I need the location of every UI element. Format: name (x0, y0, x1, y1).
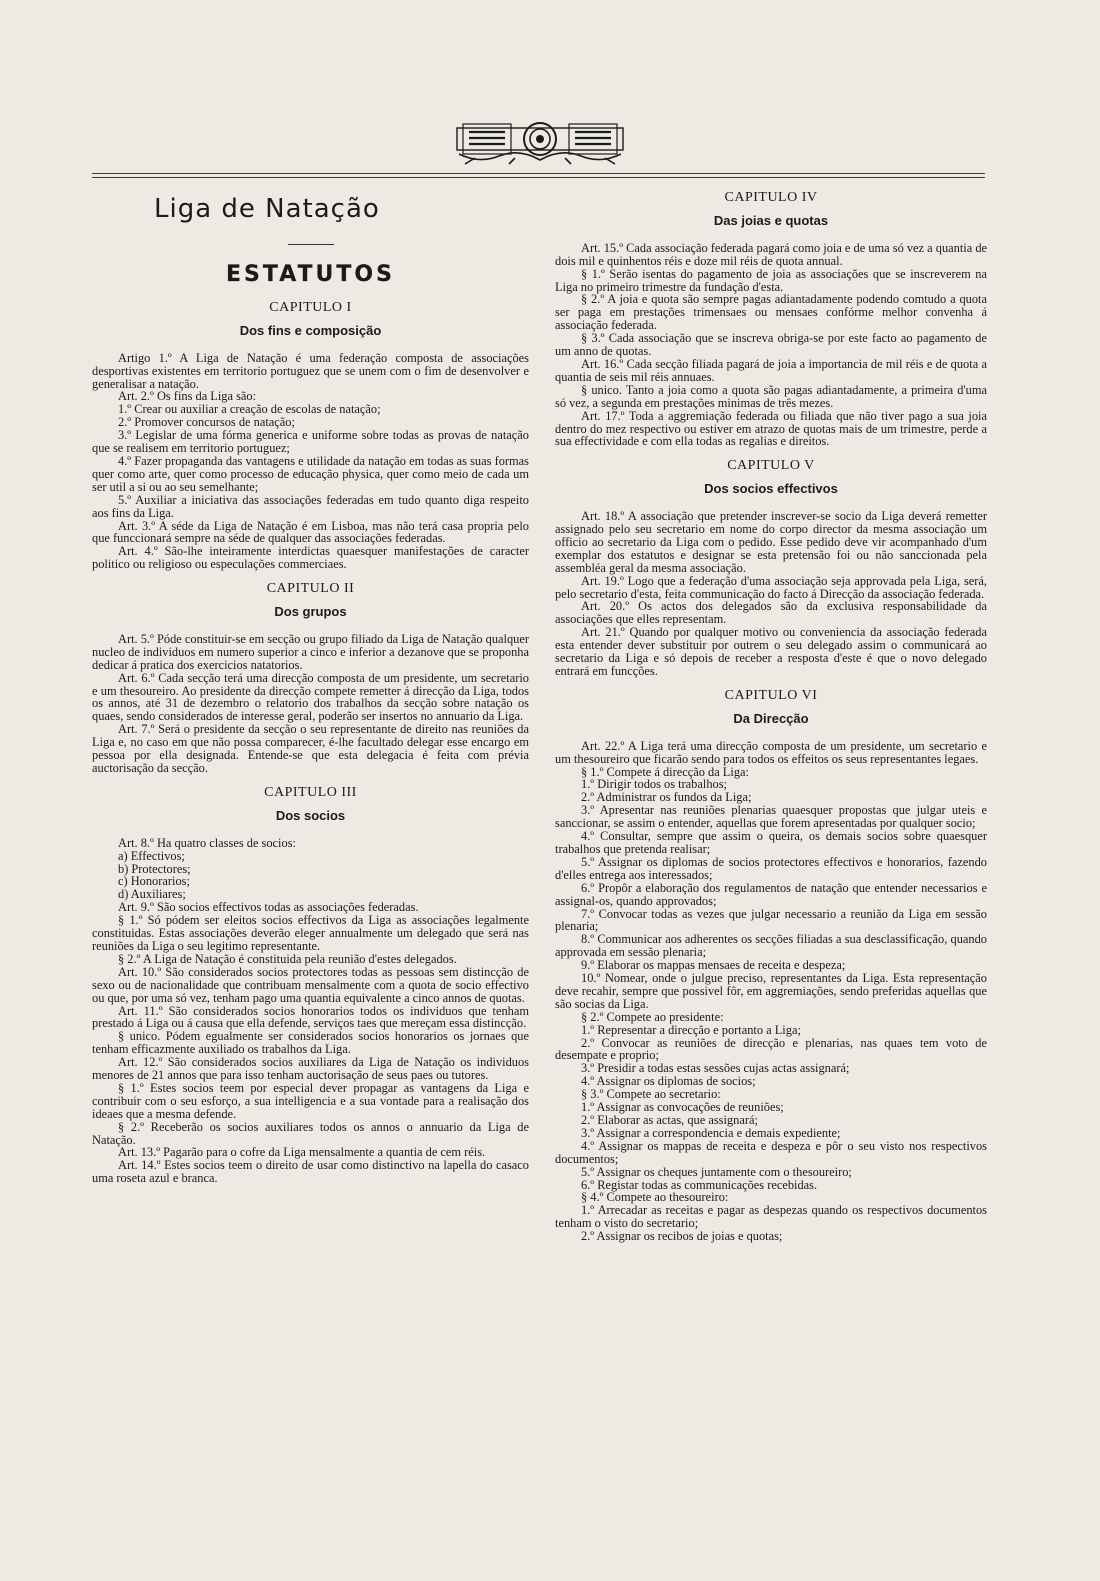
paragraph: 4.º Assignar os diplomas de socios; (581, 1074, 756, 1089)
paragraph: Art. 10.º São considerados socios protectores todas as pessoas sem distincção de sexo ou de nacionalidade que contribuam mensalmente com a quota de socio effectivo ou que, por uma só vez, tenham pago uma quantia equivalente a cinco annos de quotas. (92, 964, 529, 1005)
chapter-2-heading: Dos grupos (274, 604, 347, 620)
paragraph: 6.º Registar todas as communicações recebidas. (581, 1177, 818, 1192)
paragraph: Art. 12.º São considerados socios auxiliares da Liga de Natação os individuos menores de 21 annos que para isso tenham auctorisação de seus paes ou tutores. (92, 1055, 529, 1083)
paragraph: 7.º Convocar todas as vezes que julgar necessario a reunião da Liga em sessão plenaria; (555, 906, 987, 934)
paragraph: § 1.º Serão isentas do pagamento de joia as associações que se inscreverem na Liga no primeiro trimestre da fundação d'esta. (555, 266, 987, 294)
paragraph: 1.º Assignar as convocações de reuniões; (581, 1100, 784, 1115)
chapter-6-heading: Da Direcção (733, 710, 809, 726)
ornament-header-icon (455, 118, 625, 166)
paragraph: Art. 5.º Póde constituir-se em secção ou grupo filiado da Liga de Natação qualquer nucleo de individuos em numero superior a cinco e inferior a dezanove que se proponha dedicar á pratica dos exercicios natatorios. (92, 631, 529, 672)
paragraph: 4.º Assignar os mappas de receita e despeza e pôr o seu visto nos respectivos documentos; (555, 1138, 987, 1166)
paragraph: 6.º Propôr a elaboração dos regulamentos de natação que entender necessarios e assignal-os, quando approvados; (555, 880, 987, 908)
chapter-3-heading: Dos socios (275, 807, 346, 823)
paragraph: Art. 11.º São considerados socios honorarios todos os individuos que tenham prestado á Liga ou á causa que ella defende, serviços taes que mereçam essa distincção. (92, 1003, 529, 1031)
paragraph: § 2.º Receberão os socios auxiliares todos os annos o annuario da Liga de Natação. (92, 1119, 529, 1147)
paragraph: Art. 22.º A Liga terá uma direcção composta de um presidente, um secretario e um thesoureiro que ficarão sendo para todos os effeitos os seus representantes legaes. (555, 738, 987, 766)
paragraph: Art. 20.º Os actos dos delegados são da exclusiva responsabilidade da associações que elles representam. (555, 599, 987, 627)
paragraph: Art. 8.º Ha quatro classes de socios: (118, 835, 296, 850)
chapter-4-label: CAPITULO IV (724, 192, 818, 205)
paragraph: 3.º Presidir a todas estas sessões cujas actas assignará; (581, 1061, 850, 1076)
paragraph: 3.º Apresentar nas reuniões plenarias quaesquer propostas que julgar uteis e sanccionar, se assim o entender, aquellas que forem apresentadas por qualquer socio; (555, 803, 987, 831)
chapter-1-body (92, 352, 529, 571)
paragraph: § 1.º Só pódem ser eleitos socios effectivos da Liga as associações legalmente constituidas. Estas associações deverão eleger annualmente um delegado que será nas reuniões da Liga o seu legitimo representante. (92, 913, 529, 953)
paragraph: Art. 13.º Pagarão para o cofre da Liga mensalmente a quantia de cem réis. (118, 1145, 486, 1160)
chapter-4-heading: Das joias e quotas (713, 212, 829, 228)
paragraph: 3.º Legislar de uma fórma generica e uniforme sobre todas as provas de natação que se realisem em territorio portuguez; (92, 428, 529, 456)
paragraph: 4.º Consultar, sempre que assim o queira, os demais socios sobre quaesquer trabalhos que pretenda realisar; (555, 829, 987, 856)
paragraph: Art. 2.º Os fins da Liga são: (118, 389, 257, 404)
document-title: Liga de Natação (154, 194, 380, 224)
title-divider (288, 244, 334, 245)
paragraph: 2.º Administrar os fundos da Liga; (581, 790, 752, 805)
paragraph: Art. 19.º Logo que a federação d'uma associação seja approvada pela Liga, será, pelo secretario d'esta, feita communicação do facto á Direcção da associação federada. (555, 573, 987, 601)
paragraph: § 3.º Cada associação que se inscreva obriga-se por este facto ao pagamento de um anno de quotas. (555, 331, 987, 359)
paragraph: 5.º Auxiliar a iniciativa das associações federadas em tudo quanto diga respeito aos fins da Liga. (92, 492, 529, 520)
paragraph: 2.º Promover concursos de natação; (118, 415, 295, 430)
chapter-2-body (92, 633, 529, 775)
paragraph: § 1.º Estes socios teem por especial dever propagar as vantagens da Liga e contribuir com o seu esforço, a sua intelligencia e a sua vontade para a realisação dos ideaes que a mesma defende. (92, 1080, 529, 1121)
chapter-3-body (92, 837, 529, 1185)
paragraph: Art. 4.º São-lhe inteiramente interdictas quaesquer manifestações de caracter politico ou religioso ou especulações commerciaes. (92, 544, 529, 572)
paragraph: 5.º Assignar os diplomas de socios protectores effectivos e honorarios, fazendo d'elles entrega aos interessados; (555, 854, 987, 882)
paragraph: d) Auxiliares; (118, 887, 186, 902)
paragraph: Art. 18.º A associação que pretender inscrever-se socio da Liga deverá remetter assignado pelo seu secretario em nome do corpo director da mesma associação um officio ao secretario da Liga com o pedido. Esse pedido deve vir acompanhado d'um exemplar dos estatutos e designar se esta pretensão foi ou não sanccionada pela assembléa geral da mesma associação. (555, 509, 987, 575)
paragraph: § 2.º A joia e quota são sempre pagas adiantadamente podendo comtudo a quota ser paga em prestações trimensaes ou mensaes confórme melhor convenha á associação federada. (555, 292, 987, 333)
paragraph: 2.º Convocar as reuniões de direcção e plenarias, nas quaes tem voto de desempate e proprio; (555, 1035, 987, 1063)
paragraph: 9.º Elaborar os mappas mensaes de receita e despeza; (581, 958, 846, 973)
chapter-1-heading: Dos fins e composição (239, 322, 382, 338)
paragraph: 2.º Elaborar as actas, que assignará; (581, 1113, 758, 1127)
chapter-5-label: CAPITULO V (727, 458, 815, 474)
paragraph: Art. 7.º Será o presidente da secção o seu representante de direito nas reuniões da Liga e, no caso em que não possa comparecer, é-lhe facultado delegar esse encargo em pessoa por ella designada. Entende-se que esta delegacia é feita com prévia auctorisação da secção. (92, 722, 529, 775)
paragraph: 8.º Communicar aos adherentes os secções filiadas a sua desclassificação, quando approvada em sessão plenaria; (555, 932, 987, 960)
chapter-6-body (555, 740, 987, 1243)
paragraph: § 2.º Compete ao presidente: (581, 1009, 724, 1024)
right-column (555, 192, 987, 1532)
paragraph: Art. 15.º Cada associação federada pagará como joia e de uma só vez a quantia de dois mil e quinhentos réis e doze mil réis de quota annual. (555, 240, 987, 268)
paragraph: 1.º Dirigir todos os trabalhos; (581, 777, 727, 792)
header-rule-top (92, 173, 985, 174)
paragraph: Art. 21.º Quando por qualquer motivo ou conveniencia da associação federada esta entender dever substituir por outrem o seu delegado assim o communicará ao secretario da Liga e só depois de receber a resposta d'este é que o novo delegado entrará em funcções. (555, 625, 987, 678)
paragraph: 3.º Assignar a correspondencia e demais expediente; (581, 1125, 841, 1140)
paragraph: b) Protectores; (118, 861, 191, 876)
chapter-6-label: CAPITULO VI (724, 687, 818, 703)
paragraph: § unico. Pódem egualmente ser considerados socios honorarios os jornaes que tenham efficazmente auxiliado os trabalhos da Liga. (92, 1029, 529, 1057)
paragraph: c) Honorarios; (118, 874, 190, 889)
chapter-1-label: CAPITULO I (269, 299, 352, 315)
chapter-5-heading: Dos socios effectivos (704, 481, 838, 497)
paragraph: § 2.º A Liga de Natação é constituida pela reunião d'estes delegados. (118, 951, 457, 966)
paragraph: 1.º Arrecadar as receitas e pagar as despezas quando os respectivos documentos tenham o visto do secretario; (555, 1203, 987, 1231)
paragraph: § 3.º Compete ao secretario: (581, 1087, 721, 1102)
chapter-3-label: CAPITULO III (264, 784, 357, 800)
paragraph: a) Effectivos; (118, 848, 185, 863)
paragraph: Art. 6.º Cada secção terá uma direcção composta de um presidente, um secretario e um thesoureiro. Ao presidente da direcção compete remetter á direcção da Liga, todos os annos, até 31 de dezembro o relatorio dos trabalhos da secção sobre natação os quaes, sendo considerados de interesse geral, poderão ser insertos no annuario da Liga. (92, 670, 529, 724)
paragraph: 1.º Representar a direcção e portanto a Liga; (581, 1022, 801, 1037)
paragraph: 1.º Crear ou auxiliar a creação de escolas de natação; (118, 402, 381, 417)
paragraph: 2.º Assignar os recibos de joias e quotas; (581, 1229, 783, 1244)
paragraph: 5.º Assignar os cheques juntamente com o thesoureiro; (581, 1164, 852, 1179)
chapter-2-label: CAPITULO II (266, 581, 355, 597)
paragraph: § 1.º Compete á direcção da Liga: (581, 764, 749, 779)
paragraph: Art. 16.º Cada secção filiada pagará de joia a importancia de mil réis e de quota a quantia de seis mil réis annuaes. (555, 356, 987, 384)
paragraph: Artigo 1.º A Liga de Natação é uma federação composta de associações desportivas existentes em territorio portuguez que se unem com o fim de desenvolver e generalisar a natação. (92, 350, 529, 391)
paragraph: 4.º Fazer propaganda das vantagens e utilidade da natação em todas as suas formas quer como arte, quer como processo de educação physica, quer como meio de cada um ser util a si ou ao seu semelhante; (92, 453, 529, 494)
header-rule-bottom (92, 177, 985, 178)
chapter-4-body (555, 242, 987, 449)
chapter-5-body (555, 510, 987, 678)
paragraph: Art. 14.º Estes socios teem o direito de usar como distinctivo na lapella do casaco uma roseta azul e branca. (92, 1158, 529, 1186)
paragraph: § unico. Tanto a joia como a quota são pagas adiantadamente, a primeira d'uma só vez, a segunda em prestações minimas de três mezes. (555, 382, 987, 410)
left-column (92, 192, 529, 1532)
statutes-heading: ESTATUTOS (226, 262, 395, 287)
paragraph: 10.º Nomear, onde o julgue preciso, representantes da Liga. Esta representação deve recahir, sempre que possivel fôr, em aggremiações, sendo preferidas aquellas que são socias da Liga. (555, 971, 987, 1011)
paragraph: Art. 3.º A séde da Liga de Natação é em Lisboa, mas não terá casa propria pelo que funccionará sempre na séde de qualquer das associações federadas. (92, 518, 529, 546)
paragraph: § 4.º Compete ao thesoureiro: (581, 1190, 729, 1205)
paragraph: Art. 17.º Toda a aggremiação federada ou filiada que não tiver pago a sua joia dentro do mez respectivo ou estiver em atrazo de quotas mais de um trimestre, perde a sua effectividade e com ella todas as regalias e direitos. (555, 408, 987, 449)
paragraph: Art. 9.º São socios effectivos todas as associações federadas. (118, 900, 419, 915)
